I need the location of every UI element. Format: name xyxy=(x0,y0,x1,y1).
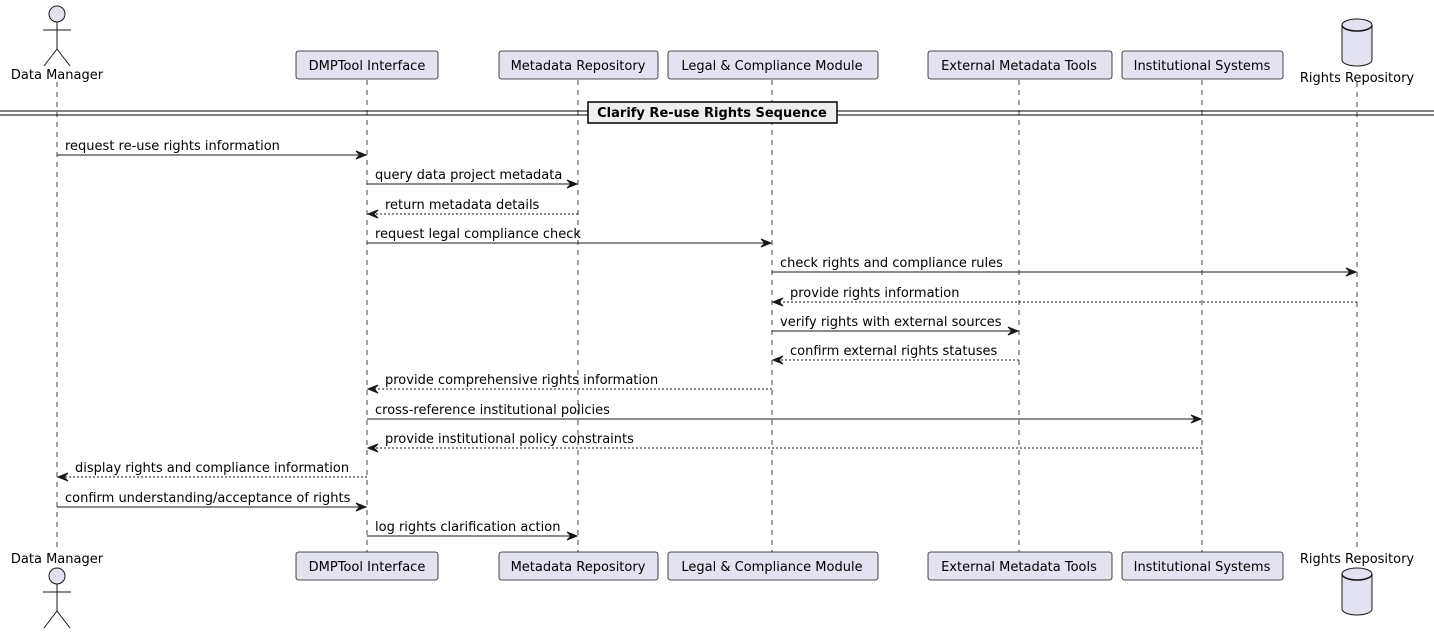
participant-label: Rights Repository xyxy=(1299,71,1415,86)
arrowhead-icon xyxy=(773,298,783,306)
message-3 xyxy=(368,198,578,218)
participant-institutional-systems-bottom xyxy=(1122,552,1283,580)
message-2 xyxy=(367,168,577,188)
message-10 xyxy=(367,403,1201,423)
actor-data-manager-top xyxy=(11,6,104,83)
actor-head-icon xyxy=(49,568,65,584)
message-1 xyxy=(57,139,366,159)
database-icon xyxy=(1342,568,1372,615)
message-label: check rights and compliance rules xyxy=(780,256,1003,271)
message-label: request legal compliance check xyxy=(375,227,581,242)
message-7 xyxy=(772,315,1018,335)
participant-label: Legal & Compliance Module xyxy=(681,560,863,575)
actor-head-icon xyxy=(49,6,65,22)
participant-label: DMPTool Interface xyxy=(308,560,426,575)
message-6 xyxy=(773,286,1357,306)
actor-leg-left xyxy=(44,611,57,628)
message-label: query data project metadata xyxy=(375,168,563,183)
participant-institutional-systems-top xyxy=(1122,51,1283,79)
message-label: log rights clarification action xyxy=(375,520,561,535)
message-label: request re-use rights information xyxy=(65,139,280,154)
message-label: provide institutional policy constraints xyxy=(385,432,634,447)
participant-label: Rights Repository xyxy=(1299,552,1415,567)
message-label: confirm understanding/acceptance of rights xyxy=(65,491,351,506)
participant-legal-compliance-module-bottom xyxy=(668,552,878,580)
arrowhead-icon xyxy=(368,385,378,393)
participant-label: DMPTool Interface xyxy=(308,59,426,74)
message-label: return metadata details xyxy=(385,198,540,213)
participant-label: External Metadata Tools xyxy=(941,59,1097,74)
participant-label: External Metadata Tools xyxy=(941,560,1097,575)
message-14 xyxy=(367,520,577,540)
separator-title: Clarify Re-use Rights Sequence xyxy=(597,106,827,121)
participant-label: Data Manager xyxy=(10,552,104,567)
participant-metadata-repository-top xyxy=(499,51,658,79)
actor-leg-right xyxy=(57,49,70,66)
participant-label: Metadata Repository xyxy=(510,59,646,74)
database-icon xyxy=(1342,19,1372,66)
message-4 xyxy=(367,227,771,247)
database-rights-repository-bottom xyxy=(1300,552,1415,615)
participant-external-metadata-tools-top xyxy=(928,51,1112,79)
message-label: cross-reference institutional policies xyxy=(375,403,610,418)
participant-label: Data Manager xyxy=(10,68,104,83)
participant-dmptool-interface-bottom xyxy=(296,552,438,580)
sequence-separator xyxy=(0,102,1434,123)
participant-external-metadata-tools-bottom xyxy=(928,552,1112,580)
message-9 xyxy=(368,373,772,393)
actor-data-manager-bottom xyxy=(11,552,104,628)
message-label: confirm external rights statuses xyxy=(790,344,998,359)
message-13 xyxy=(57,491,366,511)
participant-metadata-repository-bottom xyxy=(499,552,658,580)
participant-dmptool-interface-top xyxy=(296,51,438,79)
participant-label: Institutional Systems xyxy=(1133,560,1271,575)
database-rights-repository-top xyxy=(1300,19,1415,86)
participant-label: Institutional Systems xyxy=(1133,59,1271,74)
message-label: verify rights with external sources xyxy=(780,315,1002,330)
message-8 xyxy=(773,344,1019,364)
participant-legal-compliance-module-top xyxy=(668,51,878,79)
message-11 xyxy=(368,432,1202,452)
message-label: display rights and compliance information xyxy=(75,461,350,476)
message-5 xyxy=(772,256,1356,276)
message-12 xyxy=(58,461,367,481)
participant-label: Metadata Repository xyxy=(510,560,646,575)
participant-label: Legal & Compliance Module xyxy=(681,59,863,74)
actor-leg-right xyxy=(57,611,70,628)
actor-leg-left xyxy=(44,49,57,66)
message-label: provide rights information xyxy=(790,286,960,301)
message-label: provide comprehensive rights information xyxy=(385,373,659,388)
